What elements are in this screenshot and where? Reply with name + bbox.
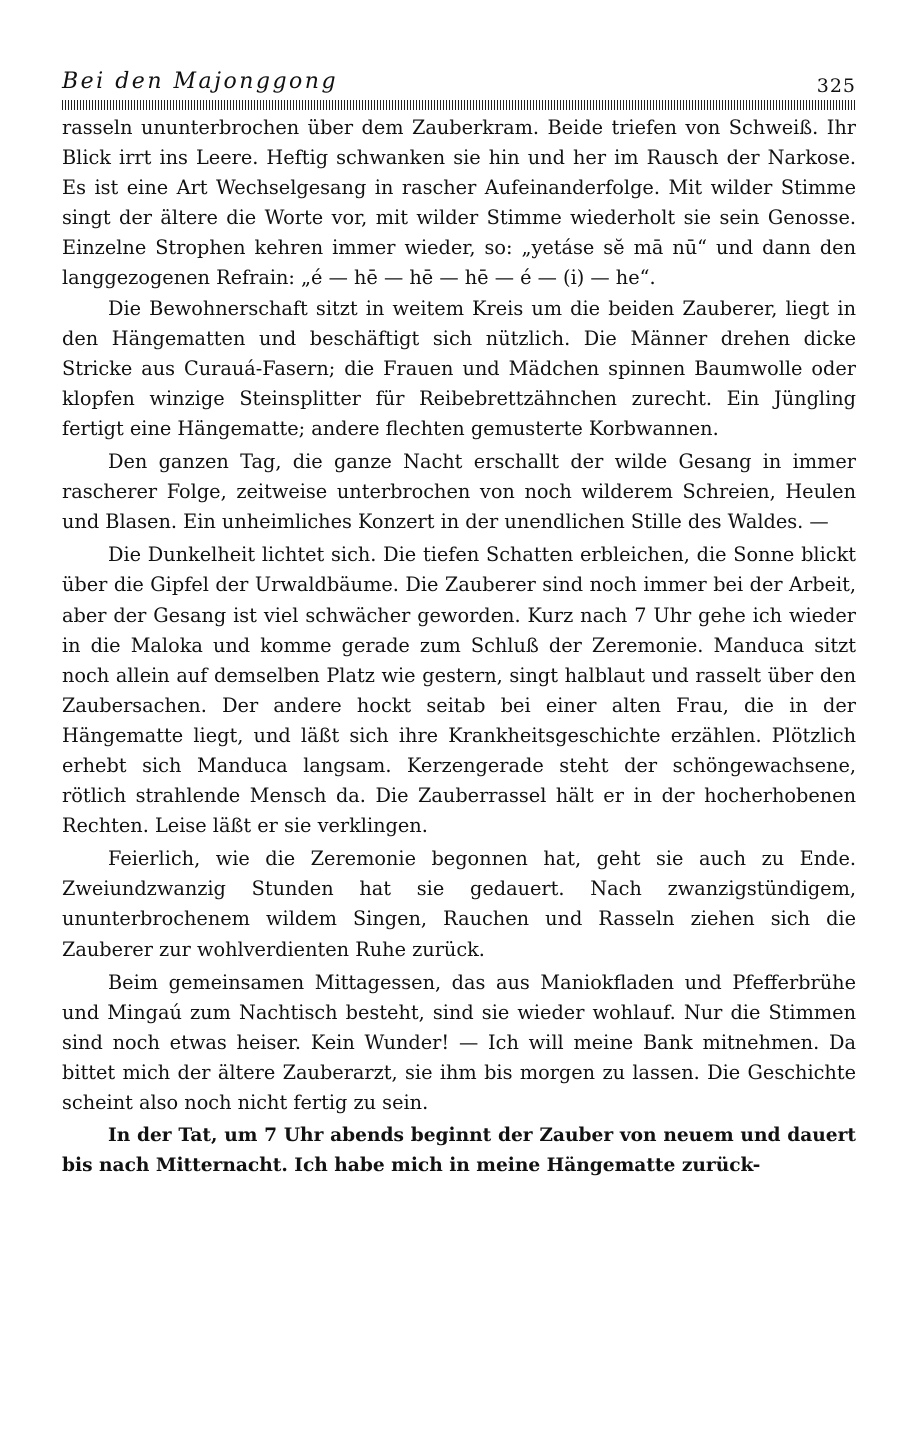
running-head xyxy=(62,68,856,100)
paragraph: In der Tat, um 7 Uhr abends beginnt der Zauber von neuem und dauert bis nach Mitternacht. Ich habe mich in meine Hängematte zurück- xyxy=(62,1125,856,1177)
paragraph: Die Bewohnerschaft sitzt in weitem Kreis um die beiden Zauberer, liegt in den Hängematten und beschäftigt sich nützlich. Die Männer drehen dicke Stricke aus Curauá-Fasern; die Frauen und Mädchen spinnen Baumwolle oder klopfen winzige Steinsplitter für Reibebrettzähnchen zurecht. Ein Jüngling fertigt eine Hängematte; andere flechten gemusterte Korbwannen. xyxy=(62,296,856,440)
paragraph: Den ganzen Tag, die ganze Nacht erschallt der wilde Gesang in immer rascherer Folge, zeitweise unterbrochen von noch wilderem Schreien, Heulen und Blasen. Ein unheimliches Konzert in der unendlichen Stille des Waldes. — xyxy=(62,450,856,534)
paragraph: Feierlich, wie die Zeremonie begonnen hat, geht sie auch zu Ende. Zweiundzwanzig Stunden hat sie gedauert. Nach zwanzigstündigem, ununterbrochenem wildem Singen, Rauchen und Rasseln ziehen sich die Zauberer zur wohlverdienten Ruhe zurück. xyxy=(62,847,856,961)
page-number: 325 xyxy=(816,75,856,97)
paragraph: rasseln ununterbrochen über dem Zauberkram. Beide triefen von Schweiß. Ihr Blick irrt ins Leere. Heftig schwanken sie hin und her im Rausch der Narkose. Es ist eine Art Wechselgesang in rascher Aufeinanderfolge. Mit wilder Stimme singt der ältere die Worte vor, mit wilder Stimme wiederholt sie sein Genosse. Einzelne Strophen kehren immer wieder, so: „yetáse sĕ mā nū“ und dann den langgezogenen Refrain: „é — hē — hē — hē — é — (i) — he“. xyxy=(62,116,856,290)
body-text xyxy=(62,113,856,1181)
running-title: Bei den Majonggong xyxy=(62,69,339,94)
paragraph: Beim gemeinsamen Mittagessen, das aus Maniokfladen und Pfefferbrühe und Mingaú zum Nachtisch besteht, sind sie wieder wohlauf. Nur die Stimmen sind noch etwas heiser. Kein Wunder! — Ich will meine Bank mitnehmen. Da bittet mich der ältere Zauberarzt, sie ihm bis morgen zu lassen. Die Geschichte scheint also noch nicht fertig zu sein. xyxy=(62,970,856,1114)
paragraph: Die Dunkelheit lichtet sich. Die tiefen Schatten erbleichen, die Sonne blickt über die Gipfel der Urwaldbäume. Die Zauberer sind noch immer bei der Arbeit, aber der Gesang ist viel schwächer geworden. Kurz nach 7 Uhr gehe ich wieder in die Maloka und komme gerade zum Schluß der Zeremonie. Manduca sitzt noch allein auf demselben Platz wie gestern, singt halblaut und rasselt über den Zaubersachen. Der andere hockt seitab bei einer alten Frau, die in der Hängematte liegt, und läßt sich ihre Krankheitsgeschichte erzählen. Plötzlich erhebt sich Manduca langsam. Kerzengerade steht der schöngewachsene, rötlich strahlende Mensch da. Die Zauberrassel hält er in der hocherhobenen Rechten. Leise läßt er sie verklingen. xyxy=(62,543,856,838)
header-rule xyxy=(62,100,856,110)
